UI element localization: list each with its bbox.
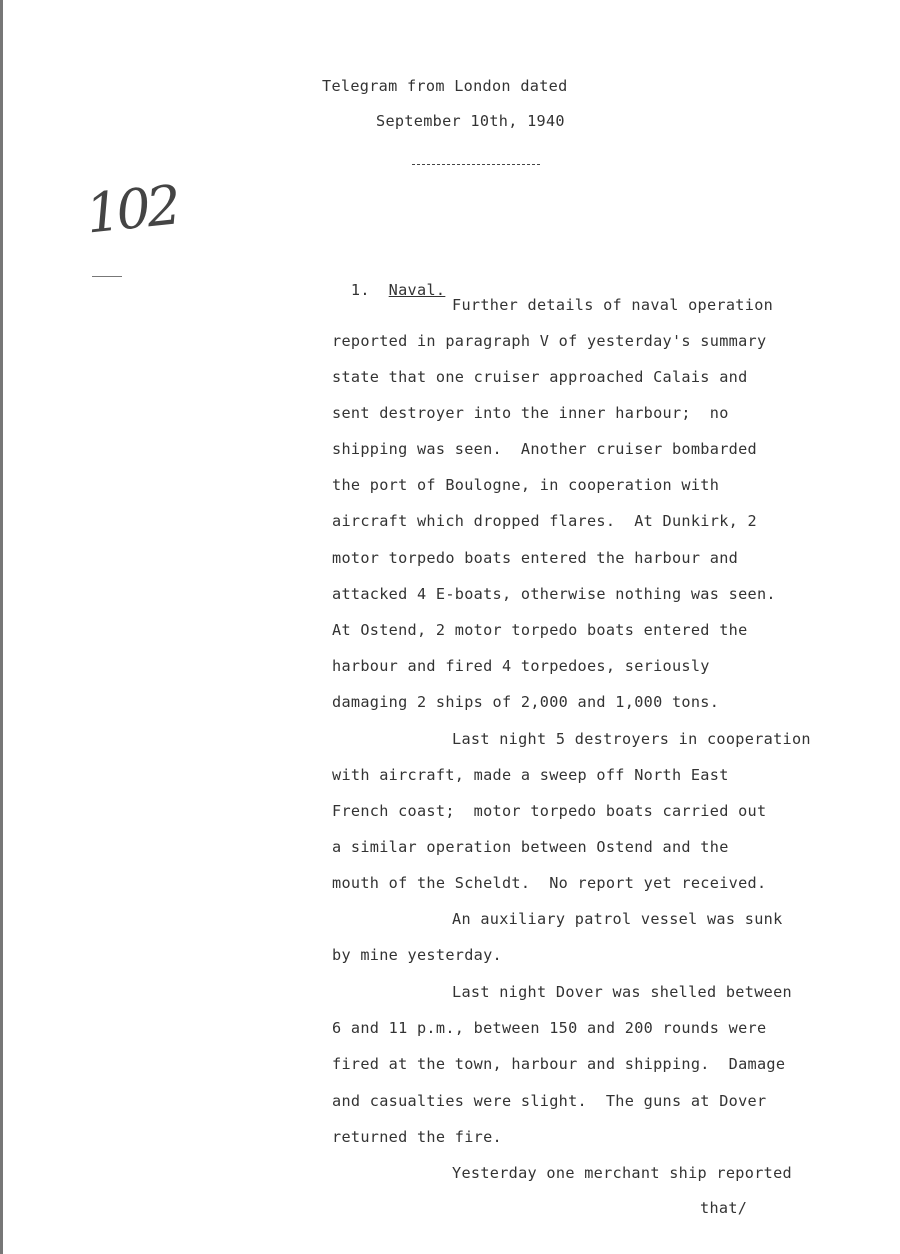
handwritten-page-number: 102 (82, 173, 181, 246)
catchword: that/ (700, 1199, 748, 1217)
body-line: with aircraft, made a sweep off North East (332, 766, 729, 784)
telegram-header-line-2: September 10th, 1940 (376, 112, 565, 130)
body-line: and casualties were slight. The guns at Dover (332, 1092, 767, 1110)
telegram-header-line-1: Telegram from London dated (322, 77, 568, 95)
body-line: At Ostend, 2 motor torpedo boats entered the (332, 621, 748, 639)
body-line: state that one cruiser approached Calais and (332, 368, 748, 386)
body-line: Last night 5 destroyers in cooperation (452, 730, 811, 748)
section-title: Naval. (388, 281, 446, 299)
body-line: 6 and 11 p.m., between 150 and 200 rounds were (332, 1019, 767, 1037)
header-divider (412, 164, 540, 165)
body-line: motor torpedo boats entered the harbour and (332, 549, 739, 567)
body-line: Last night Dover was shelled between (452, 983, 792, 1001)
body-line: French coast; motor torpedo boats carried out (332, 802, 767, 820)
body-line: damaging 2 ships of 2,000 and 1,000 tons. (332, 693, 720, 711)
body-line: harbour and fired 4 torpedoes, seriously (332, 657, 710, 675)
body-line: An auxiliary patrol vessel was sunk (452, 910, 783, 928)
body-line: Yesterday one merchant ship reported (452, 1164, 792, 1182)
body-line: sent destroyer into the inner harbour; no (332, 404, 729, 422)
body-line: Further details of naval operation (452, 296, 774, 314)
body-line: returned the fire. (332, 1128, 502, 1146)
body-line: attacked 4 E-boats, otherwise nothing was seen. (332, 585, 776, 603)
body-line: fired at the town, harbour and shipping. Damage (332, 1055, 786, 1073)
body-line: shipping was seen. Another cruiser bombarded (332, 440, 757, 458)
section-heading (332, 260, 445, 300)
margin-mark (92, 276, 122, 277)
body-line: a similar operation between Ostend and the (332, 838, 729, 856)
body-line: reported in paragraph V of yesterday's summary (332, 332, 767, 350)
body-line: mouth of the Scheldt. No report yet received. (332, 874, 767, 892)
body-line: by mine yesterday. (332, 946, 502, 964)
body-line: the port of Boulogne, in cooperation with (332, 476, 720, 494)
body-line: aircraft which dropped flares. At Dunkirk, 2 (332, 512, 757, 530)
page-edge (0, 0, 3, 1254)
section-number: 1. (350, 281, 370, 299)
